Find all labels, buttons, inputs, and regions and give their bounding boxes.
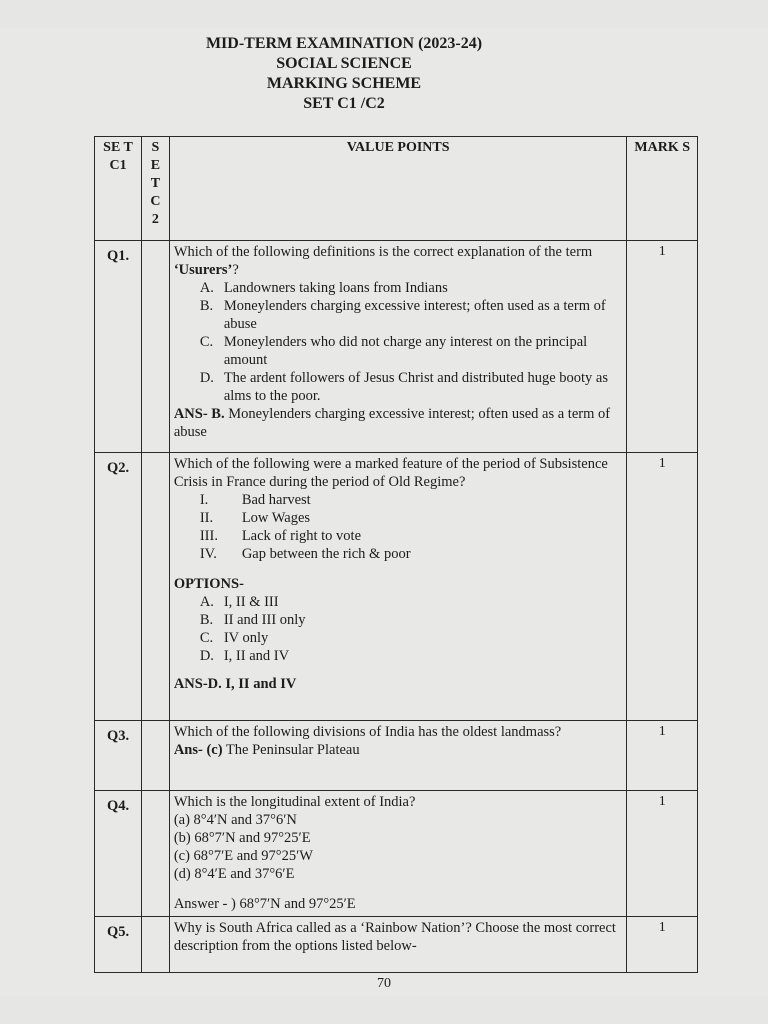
q1-question: Which of the following definitions is the correct explanation of the term ‘Usurers’?: [173, 244, 593, 278]
document-header: [0, 34, 768, 114]
q1-mark: 1: [627, 241, 698, 453]
marking-scheme-table: [94, 136, 698, 973]
set-c2-header: S E T C 2: [142, 137, 170, 241]
q3-set2-cell: [142, 721, 170, 791]
q1-content: [169, 241, 627, 453]
q2-mark: 1: [627, 453, 698, 721]
q5-question: Why is South Africa called as a ‘Rainbow Nation’? Choose the most correct description from the options listed below-: [173, 920, 616, 954]
table-row-q2: [95, 453, 698, 721]
q4-option-d: (d) 8°4′E and 37°6′E: [173, 866, 295, 882]
q2-number: Q2.: [95, 453, 142, 721]
q4-option-c: (c) 68°7′E and 97°25′W: [173, 848, 313, 864]
q2-set2-cell: [142, 453, 170, 721]
q3-number: Q3.: [95, 721, 142, 791]
table-row-q1: [95, 241, 698, 453]
q3-question: Which of the following divisions of India has the oldest landmass?: [173, 724, 562, 740]
q4-number: Q4.: [95, 791, 142, 917]
q4-option-a: (a) 8°4′N and 37°6′N: [173, 812, 297, 828]
table-header-row: [95, 137, 698, 241]
q3-mark: 1: [627, 721, 698, 791]
q2-content: [169, 453, 627, 721]
table-row-q5: [95, 917, 698, 973]
q1-option-c: C. Moneylenders who did not charge any interest on the principal amount: [199, 334, 588, 368]
set-c1-header: SE T C1: [95, 137, 142, 241]
q4-mark: 1: [627, 791, 698, 917]
q2-item-ii: II. Low Wages: [199, 510, 311, 526]
q1-option-a: A. Landowners taking loans from Indians: [199, 280, 448, 296]
q1-set2-cell: [142, 241, 170, 453]
q2-item-iv: IV. Gap between the rich & poor: [199, 546, 411, 562]
q5-mark: 1: [627, 917, 698, 973]
q3-content: [169, 721, 627, 791]
exam-title: MID-TERM EXAMINATION (2023-24): [205, 35, 483, 52]
q3-answer: Ans- (c) The Peninsular Plateau: [173, 742, 360, 758]
set-title: SET C1 /C2: [303, 95, 385, 112]
q5-content: [169, 917, 627, 973]
q2-option-d: D. I, II and IV: [199, 648, 290, 664]
q1-option-d: D. The ardent followers of Jesus Christ and distributed huge booty as alms to the poor.: [199, 370, 609, 404]
q4-question: Which is the longitudinal extent of India?: [173, 794, 416, 810]
subject-title: SOCIAL SCIENCE: [276, 55, 412, 72]
q1-number: Q1.: [95, 241, 142, 453]
q4-answer: Answer - ) 68°7′N and 97°25′E: [173, 896, 356, 912]
q2-answer: ANS-D. I, II and IV: [173, 676, 297, 692]
q2-question: Which of the following were a marked feature of the period of Subsistence Crisis in France during the period of Old Regime?: [173, 456, 608, 490]
marks-header: MARK S: [627, 137, 698, 241]
page-number: 70: [377, 976, 391, 991]
q4-option-b: (b) 68°7′N and 97°25′E: [173, 830, 311, 846]
q2-item-iii: III. Lack of right to vote: [199, 528, 362, 544]
table-row-q4: [95, 791, 698, 917]
q4-content: [169, 791, 627, 917]
q2-option-a: A. I, II & III: [199, 594, 279, 610]
q2-option-b: B. II and III only: [199, 612, 306, 628]
q4-set2-cell: [142, 791, 170, 917]
q2-item-i: I. Bad harvest: [199, 492, 311, 508]
q5-set2-cell: [142, 917, 170, 973]
scheme-title: MARKING SCHEME: [266, 75, 422, 92]
q1-option-b: B. Moneylenders charging excessive interest; often used as a term of abuse: [199, 298, 606, 332]
q2-option-c: C. IV only: [199, 630, 269, 646]
q2-options-title: OPTIONS-: [173, 576, 244, 592]
q5-number: Q5.: [95, 917, 142, 973]
value-points-header: VALUE POINTS: [169, 137, 627, 241]
table-row-q3: [95, 721, 698, 791]
q1-answer: ANS- B. Moneylenders charging excessive interest; often used as a term of abuse: [173, 406, 611, 440]
